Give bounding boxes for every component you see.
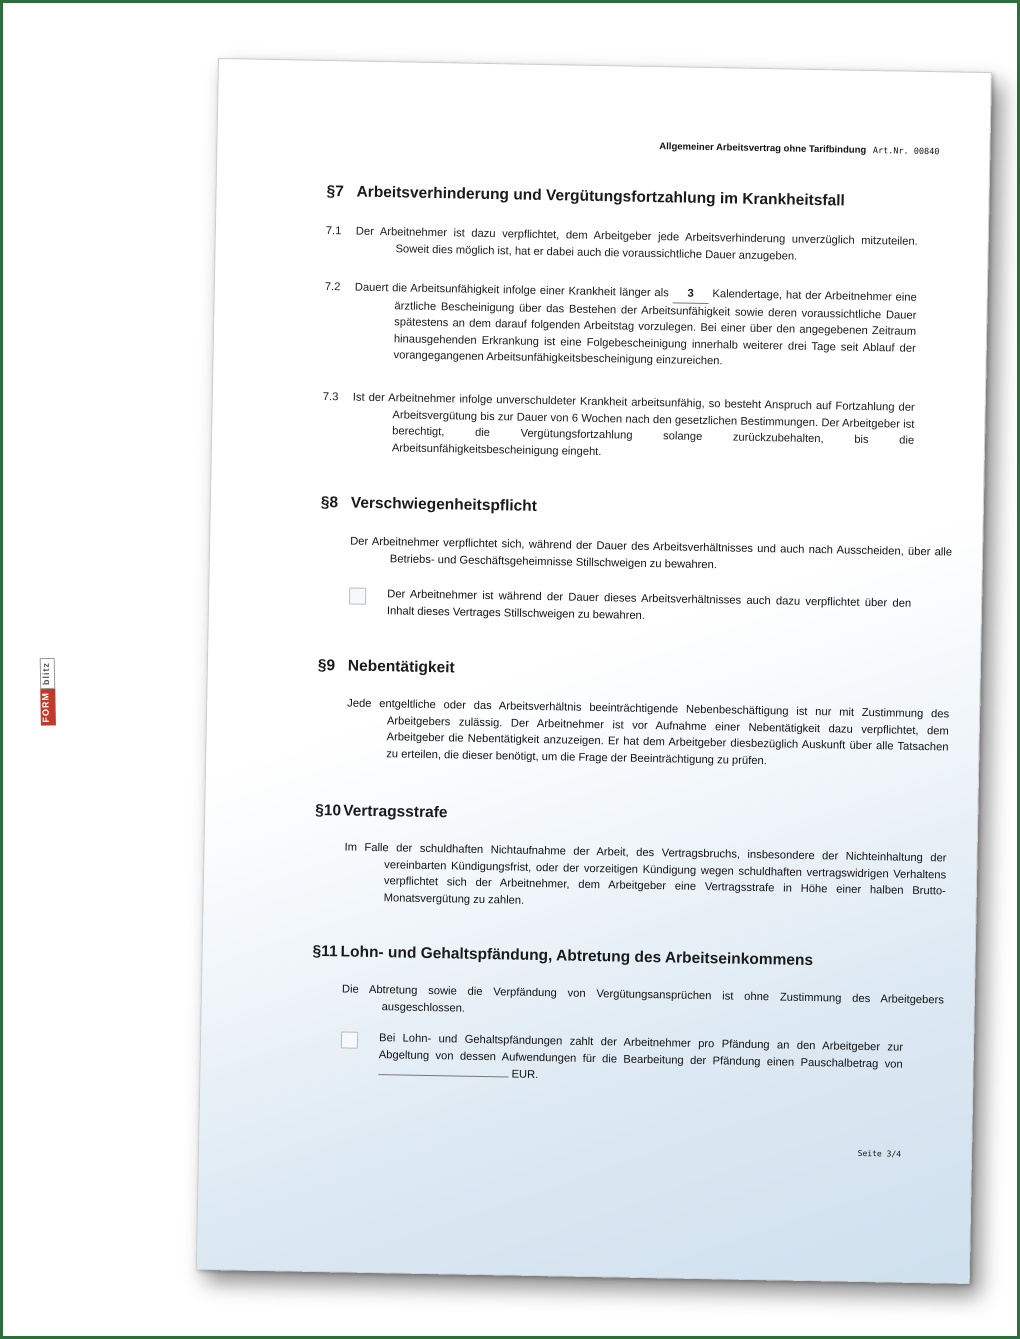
flat-fee-field[interactable]: [378, 1063, 508, 1077]
section-7-heading: Arbeitsverhinderung und Vergütungsfortzahlung im Krankheitsfall: [356, 183, 845, 210]
document-header: [659, 141, 939, 157]
section-7-number: §7: [326, 183, 344, 201]
section-8-heading: Verschwiegenheitspflicht: [350, 494, 538, 515]
section-8-checkbox[interactable]: [349, 587, 366, 604]
paragraph-7-2-text-before: Dauert die Arbeitsunfähigkeit infolge einer Krankheit länger als: [354, 281, 669, 300]
section-8-text: Der Arbeitnehmer verpflichtet sich, während der Dauer des Arbeitsverhältnisses und auch nach Ausscheiden, über alle Betriebs- und Geschäftsgeheimnisse Stillschweigen zu bewahren.: [350, 535, 953, 571]
section-10-text: Im Falle der schuldhaften Nichtaufnahme der Arbeit, des Vertragsbruchs, insbesondere der Nichteinhaltung der vereinbarten Kündigungsfrist, oder der vorzeitigen Kündigung wegen schuldhaften vertragswidrigen Verhaltens verpflichtet sich der Arbeitnehmer, dem Arbeitgeber eine Vertragsstrafe in Höhe einer halben Brutto-Monatsvergütung zu zahlen.: [344, 841, 947, 907]
section-9-title: [318, 657, 455, 678]
section-11-number: §11: [312, 942, 338, 961]
section-10-number: §10: [315, 801, 342, 820]
paragraph-7-3: [322, 389, 915, 466]
paragraph-7-2: [323, 279, 916, 373]
section-9-text: Jede entgeltliche oder das Arbeitsverhältnis beeinträchtigende Nebenbeschäftigung ist nur mit Zustimmung des Arbeitgebers zulässig. Der Arbeitnehmer ist vor Aufnahme einer Nebentätigkeit dazu verpflichtet, dem Arbeitgeber die Nebentätigkeit anzuzeigen. Er hat dem Arbeitgeber diesbezüglich Auskunft über alle Tatsachen zu erteilen, die dieser benötigt, um die Frage der Beeinträchtigung zu prüfen.: [347, 697, 950, 767]
section-10-title: [315, 802, 448, 822]
paragraph-7-1-text: Der Arbeitnehmer ist dazu verpflichtet, dem Arbeitgeber jede Arbeitsverhinderung unverzüglich mitzuteilen. Soweit dies möglich ist, hat er dabei auch die voraussichtliche Dauer anzugeben.: [355, 225, 918, 263]
section-11-checkbox[interactable]: [341, 1031, 358, 1048]
paragraph-7-1-number: 7.1: [325, 225, 342, 238]
section-11-title: [312, 943, 813, 970]
section-8-number: §8: [320, 493, 339, 512]
section-7-title: [326, 183, 845, 210]
logo-form-part: FORM: [40, 688, 56, 725]
formblitz-logo: [39, 625, 56, 725]
section-10-heading: Vertragsstrafe: [343, 802, 448, 822]
page-number: Seite 3/4: [857, 1148, 902, 1159]
section-11-option-text: Bei Lohn- und Gehaltspfändungen zahlt der Arbeitnehmer pro Pfändung an den Arbeitgeber zur Abgeltung von dessen Aufwendungen für die Bearbeitung der Pfändung einen Pauschalbetrag von: [378, 1032, 904, 1071]
header-title: Allgemeiner Arbeitsvertrag ohne Tarifbindung: [659, 141, 867, 156]
section-8-option: [349, 585, 912, 628]
section-11-option: [340, 1029, 903, 1090]
logo-blitz-part: blitz: [40, 657, 56, 688]
paragraph-7-3-number: 7.3: [322, 390, 339, 404]
paragraph-7-2-number: 7.2: [324, 280, 341, 294]
section-11-option-currency: EUR.: [511, 1068, 539, 1082]
header-art-nr: Art.Nr. 00840: [872, 146, 940, 158]
paragraph-7-2-text-after: Kalendertage, hat der Arbeitnehmer eine ärztliche Bescheinigung über das Bestehen der Arbeitsunfähigkeit sowie deren voraussichtliche Dauer spätestens an dem darauf folgenden Arbeitstag vorzulegen. Bei einer über den angegebenen Zeitraum hinausgehenden Erkrankung ist eine Folgebescheinigung innerhalb weiterer drei Tage seit Ablauf der vorangegangenen Arbeitsunfähigkeitsbescheinigung einzureichen.: [393, 288, 917, 368]
section-8-option-text: Der Arbeitnehmer ist während der Dauer dieses Arbeitsverhältnisses auch dazu verpflichtet über den Inhalt dieses Vertrages Stillschweigen zu bewahren.: [386, 588, 912, 622]
section-11-heading: Lohn- und Gehaltspfändung, Abtretung des Arbeitseinkommens: [340, 943, 814, 970]
section-11-text: Die Abtretung sowie die Verpfändung von Vergütungsansprüchen ist ohne Zustimmung des Arbeitgebers ausgeschlossen.: [341, 983, 944, 1015]
paragraph-7-1: [325, 223, 918, 267]
document-page: [196, 58, 992, 1284]
section-8-title: [321, 494, 537, 516]
paragraph-7-3-text: Ist der Arbeitnehmer infolge unverschuldeter Krankheit arbeitsunfähig, so besteht Anspruch auf Fortzahlung der Arbeitsvergütung bis zur Dauer von 6 Wochen nach den gesetzlichen Bestimmungen. Der Arbeitgeber ist berechtigt, die Vergütungsfortzahlung solange zurückzubehalten, bis die Arbeitsunfähigkeitsbescheinigung eingeht.: [352, 391, 915, 458]
section-9-number: §9: [317, 656, 336, 675]
section-9-heading: Nebentätigkeit: [347, 657, 455, 677]
sick-days-field[interactable]: 3: [672, 285, 708, 303]
